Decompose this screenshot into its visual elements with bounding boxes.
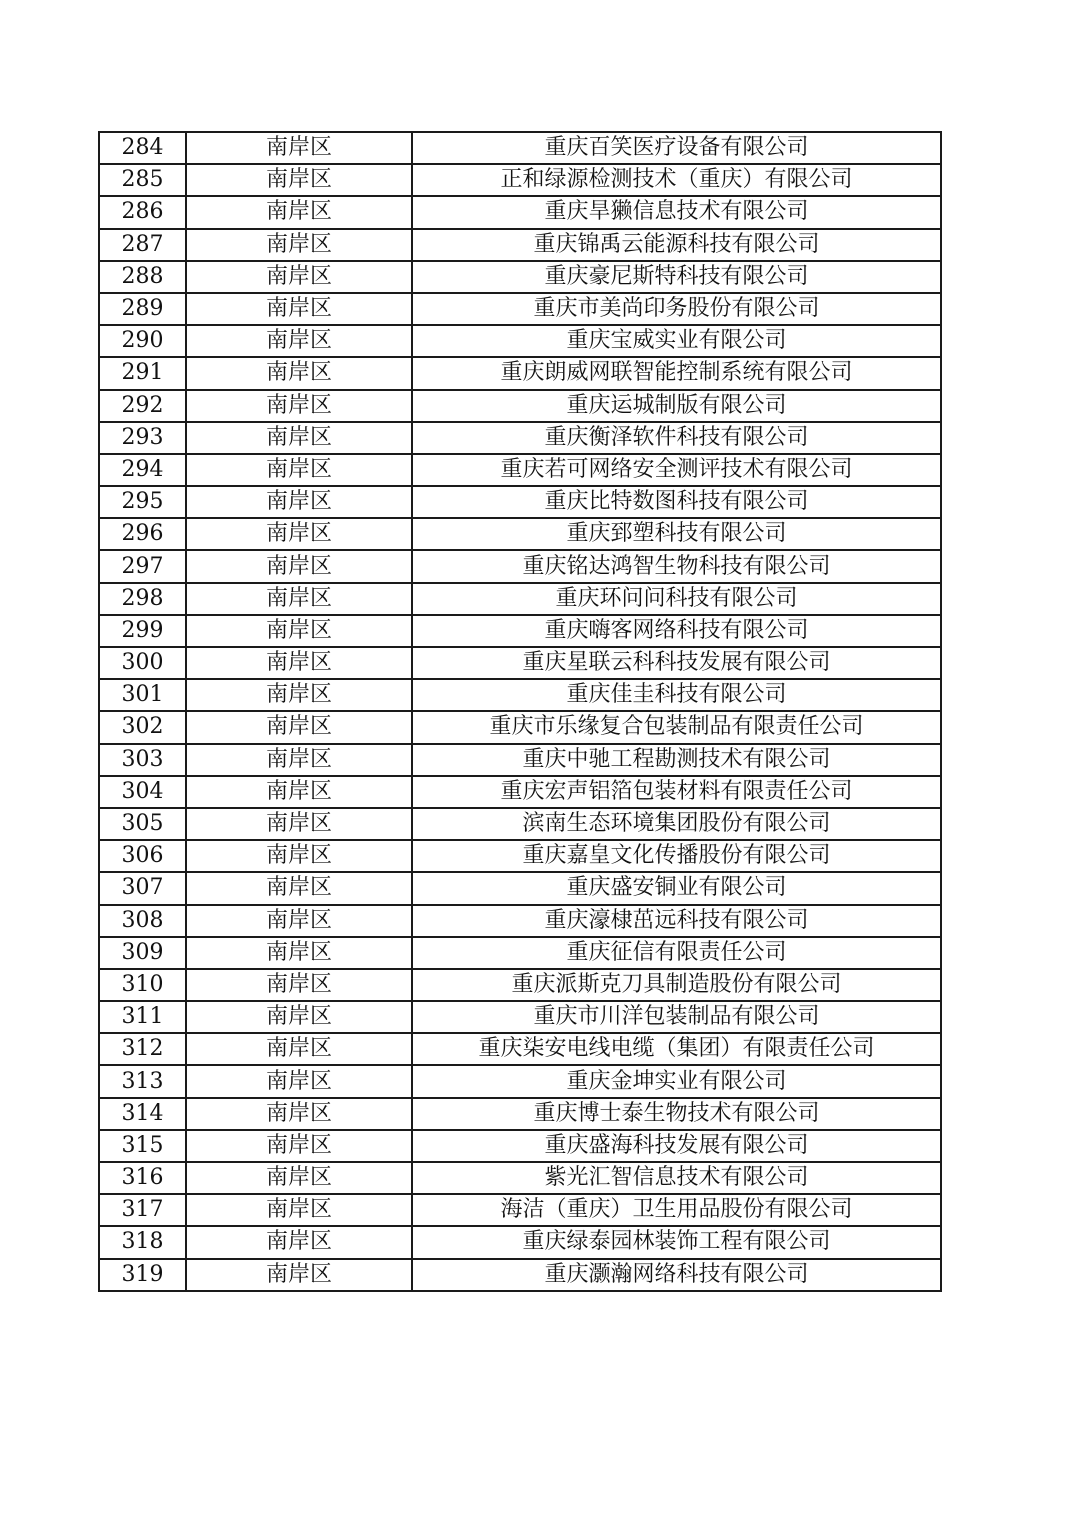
- district-cell: 南岸区: [186, 1098, 412, 1130]
- row-number-cell: 316: [99, 1162, 186, 1194]
- table-row: [99, 776, 941, 808]
- district-cell: 南岸区: [186, 164, 412, 196]
- district-cell: 南岸区: [186, 196, 412, 228]
- table-row: [99, 1226, 941, 1258]
- row-number-cell: 309: [99, 937, 186, 969]
- company-name-cell: 滨南生态环境集团股份有限公司: [412, 808, 941, 840]
- table-row: [99, 1130, 941, 1162]
- row-number-cell: 284: [99, 132, 186, 164]
- row-number-cell: 311: [99, 1001, 186, 1033]
- table-row: [99, 229, 941, 261]
- table-row: [99, 196, 941, 228]
- company-name-cell: 重庆百笑医疗设备有限公司: [412, 132, 941, 164]
- company-name-cell: 重庆市乐缘复合包装制品有限责任公司: [412, 711, 941, 743]
- table-row: [99, 808, 941, 840]
- company-name-cell: 重庆灏瀚网络科技有限公司: [412, 1259, 941, 1291]
- district-cell: 南岸区: [186, 132, 412, 164]
- district-cell: 南岸区: [186, 229, 412, 261]
- district-cell: 南岸区: [186, 615, 412, 647]
- row-number-cell: 295: [99, 486, 186, 518]
- district-cell: 南岸区: [186, 518, 412, 550]
- district-cell: 南岸区: [186, 872, 412, 904]
- table-row: [99, 1065, 941, 1097]
- row-number-cell: 297: [99, 550, 186, 582]
- company-name-cell: 重庆豪尼斯特科技有限公司: [412, 261, 941, 293]
- table-row: [99, 1259, 941, 1291]
- company-name-cell: 重庆比特数图科技有限公司: [412, 486, 941, 518]
- district-cell: 南岸区: [186, 357, 412, 389]
- district-cell: 南岸区: [186, 1194, 412, 1226]
- company-name-cell: 重庆锦禹云能源科技有限公司: [412, 229, 941, 261]
- table-row: [99, 969, 941, 1001]
- district-cell: 南岸区: [186, 1259, 412, 1291]
- district-cell: 南岸区: [186, 390, 412, 422]
- table-row: [99, 293, 941, 325]
- table-row: [99, 679, 941, 711]
- district-cell: 南岸区: [186, 776, 412, 808]
- row-number-cell: 285: [99, 164, 186, 196]
- company-name-cell: 重庆佳圭科技有限公司: [412, 679, 941, 711]
- table-body: [99, 132, 941, 1291]
- row-number-cell: 304: [99, 776, 186, 808]
- table-row: [99, 615, 941, 647]
- company-name-cell: 重庆铭达鸿智生物科技有限公司: [412, 550, 941, 582]
- company-name-cell: 重庆金坤实业有限公司: [412, 1065, 941, 1097]
- company-name-cell: 重庆嗨客网络科技有限公司: [412, 615, 941, 647]
- row-number-cell: 290: [99, 325, 186, 357]
- table-row: [99, 164, 941, 196]
- company-name-cell: 重庆中驰工程勘测技术有限公司: [412, 744, 941, 776]
- district-cell: 南岸区: [186, 1162, 412, 1194]
- table-row: [99, 1162, 941, 1194]
- row-number-cell: 301: [99, 679, 186, 711]
- table-row: [99, 937, 941, 969]
- district-cell: 南岸区: [186, 711, 412, 743]
- district-cell: 南岸区: [186, 583, 412, 615]
- row-number-cell: 310: [99, 969, 186, 1001]
- district-cell: 南岸区: [186, 1001, 412, 1033]
- row-number-cell: 286: [99, 196, 186, 228]
- district-cell: 南岸区: [186, 1226, 412, 1258]
- row-number-cell: 319: [99, 1259, 186, 1291]
- table-row: [99, 357, 941, 389]
- table-row: [99, 711, 941, 743]
- table-row: [99, 1001, 941, 1033]
- row-number-cell: 289: [99, 293, 186, 325]
- row-number-cell: 294: [99, 454, 186, 486]
- company-name-cell: 重庆宝威实业有限公司: [412, 325, 941, 357]
- district-cell: 南岸区: [186, 937, 412, 969]
- table-row: [99, 840, 941, 872]
- district-cell: 南岸区: [186, 1065, 412, 1097]
- district-cell: 南岸区: [186, 679, 412, 711]
- table-row: [99, 261, 941, 293]
- row-number-cell: 315: [99, 1130, 186, 1162]
- row-number-cell: 307: [99, 872, 186, 904]
- table-row: [99, 872, 941, 904]
- row-number-cell: 288: [99, 261, 186, 293]
- table-row: [99, 744, 941, 776]
- company-name-cell: 重庆衡泽软件科技有限公司: [412, 422, 941, 454]
- row-number-cell: 318: [99, 1226, 186, 1258]
- district-cell: 南岸区: [186, 550, 412, 582]
- row-number-cell: 298: [99, 583, 186, 615]
- district-cell: 南岸区: [186, 1033, 412, 1065]
- row-number-cell: 299: [99, 615, 186, 647]
- district-cell: 南岸区: [186, 744, 412, 776]
- table-row: [99, 132, 941, 164]
- row-number-cell: 305: [99, 808, 186, 840]
- company-name-cell: 海洁（重庆）卫生用品股份有限公司: [412, 1194, 941, 1226]
- company-name-cell: 重庆派斯克刀具制造股份有限公司: [412, 969, 941, 1001]
- district-cell: 南岸区: [186, 808, 412, 840]
- row-number-cell: 291: [99, 357, 186, 389]
- table-row: [99, 1194, 941, 1226]
- district-cell: 南岸区: [186, 454, 412, 486]
- table-row: [99, 647, 941, 679]
- company-name-cell: 重庆朗威网联智能控制系统有限公司: [412, 357, 941, 389]
- district-cell: 南岸区: [186, 840, 412, 872]
- district-cell: 南岸区: [186, 647, 412, 679]
- company-name-cell: 正和绿源检测技术（重庆）有限公司: [412, 164, 941, 196]
- company-name-cell: 重庆市美尚印务股份有限公司: [412, 293, 941, 325]
- row-number-cell: 292: [99, 390, 186, 422]
- row-number-cell: 313: [99, 1065, 186, 1097]
- company-name-cell: 重庆若可网络安全测评技术有限公司: [412, 454, 941, 486]
- company-list-table: [98, 131, 942, 1292]
- company-name-cell: 重庆征信有限责任公司: [412, 937, 941, 969]
- row-number-cell: 287: [99, 229, 186, 261]
- table-row: [99, 1033, 941, 1065]
- row-number-cell: 300: [99, 647, 186, 679]
- company-name-cell: 重庆旱獭信息技术有限公司: [412, 196, 941, 228]
- company-name-cell: 重庆嘉皇文化传播股份有限公司: [412, 840, 941, 872]
- company-name-cell: 重庆绿泰园林装饰工程有限公司: [412, 1226, 941, 1258]
- row-number-cell: 306: [99, 840, 186, 872]
- company-name-cell: 重庆宏声铝箔包装材料有限责任公司: [412, 776, 941, 808]
- company-name-cell: 紫光汇智信息技术有限公司: [412, 1162, 941, 1194]
- table-row: [99, 390, 941, 422]
- district-cell: 南岸区: [186, 261, 412, 293]
- company-name-cell: 重庆星联云科科技发展有限公司: [412, 647, 941, 679]
- company-name-cell: 重庆柒安电线电缆（集团）有限责任公司: [412, 1033, 941, 1065]
- district-cell: 南岸区: [186, 1130, 412, 1162]
- table-row: [99, 905, 941, 937]
- row-number-cell: 302: [99, 711, 186, 743]
- district-cell: 南岸区: [186, 422, 412, 454]
- table-row: [99, 422, 941, 454]
- table-row: [99, 486, 941, 518]
- table-row: [99, 518, 941, 550]
- company-name-cell: 重庆郅塑科技有限公司: [412, 518, 941, 550]
- row-number-cell: 308: [99, 905, 186, 937]
- row-number-cell: 293: [99, 422, 186, 454]
- table-row: [99, 454, 941, 486]
- company-name-cell: 重庆濠棣茁远科技有限公司: [412, 905, 941, 937]
- table-row: [99, 583, 941, 615]
- company-name-cell: 重庆环问问科技有限公司: [412, 583, 941, 615]
- company-name-cell: 重庆博士泰生物技术有限公司: [412, 1098, 941, 1130]
- district-cell: 南岸区: [186, 905, 412, 937]
- district-cell: 南岸区: [186, 486, 412, 518]
- row-number-cell: 312: [99, 1033, 186, 1065]
- company-name-cell: 重庆盛海科技发展有限公司: [412, 1130, 941, 1162]
- table-row: [99, 325, 941, 357]
- company-name-cell: 重庆市川洋包装制品有限公司: [412, 1001, 941, 1033]
- row-number-cell: 314: [99, 1098, 186, 1130]
- row-number-cell: 296: [99, 518, 186, 550]
- row-number-cell: 317: [99, 1194, 186, 1226]
- district-cell: 南岸区: [186, 969, 412, 1001]
- table-row: [99, 1098, 941, 1130]
- company-name-cell: 重庆运城制版有限公司: [412, 390, 941, 422]
- row-number-cell: 303: [99, 744, 186, 776]
- district-cell: 南岸区: [186, 325, 412, 357]
- company-name-cell: 重庆盛安铜业有限公司: [412, 872, 941, 904]
- table-row: [99, 550, 941, 582]
- district-cell: 南岸区: [186, 293, 412, 325]
